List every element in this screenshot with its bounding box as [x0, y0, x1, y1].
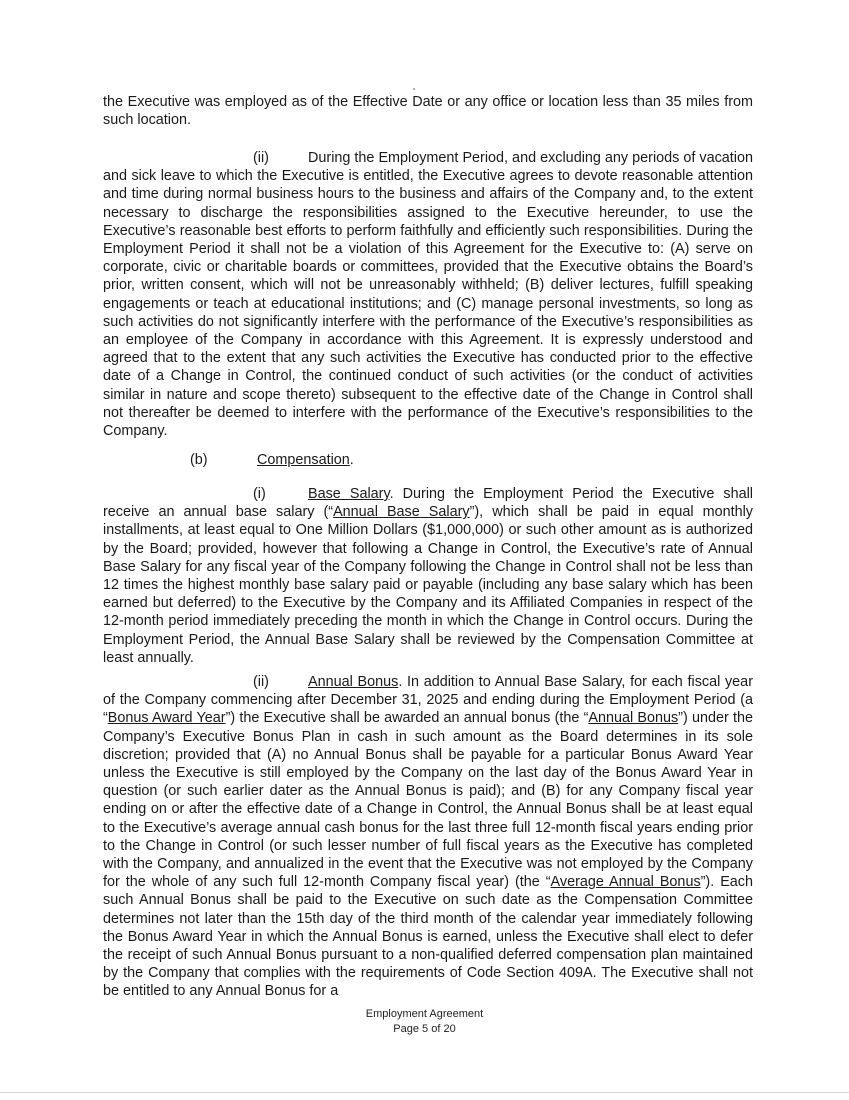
section-number: (b) [190, 452, 208, 468]
section-title-period: . [349, 452, 354, 468]
paragraph-text: . During the Employment Period the Executive shall receive an annual base salary (“ [103, 486, 753, 521]
scan-speck [413, 88, 415, 90]
paragraph-base-salary [103, 485, 753, 667]
paragraph-text: ”) under the Company’s Executive Bonus Plan in cash in such amount as the Board determines in its sole discretion; provided that (A) no Annual Bonus shall be payable for a particular Bonus Award Year unless the Executive is still employed by the Company on the last day of the Bonus Award Year in question (or such earlier dater as the Annual Bonus is paid); and (B) for any Company fiscal year ending on or after the effective date of a Change in Control, the Annual Bonus shall be at least equal to the Executive’s average annual cash bonus for the last three full 12-month fiscal years ending prior to the Change in Control (or such lesser number of full fiscal years as the Executive has completed with the Company, and annualized in the event that the Executive was not employed by the Company for the whole of any such full 12-month Company fiscal year) (the “ [103, 710, 753, 891]
paragraph-number: (ii) [253, 150, 269, 166]
paragraph-text: ”). Each such Annual Bonus shall be paid to the Executive on such date as the Compensation Committee determines not later than the 15th day of the third month of the calendar year immediately following the Bonus Award Year in which the Annual Bonus is earned, unless the Executive shall elect to defer the receipt of such Annual Bonus pursuant to a non-qualified deferred compensation plan maintained by the Company that complies with the requirements of Code Section 409A. The Executive shall not be entitled to any Annual Bonus for a [103, 874, 753, 1000]
scan-edge-line [0, 1092, 849, 1093]
section-title: Compensation [257, 452, 350, 468]
paragraph-number: (ii) [253, 674, 269, 690]
defined-term: Annual Base Salary [333, 504, 470, 521]
paragraph-continuation [103, 93, 753, 129]
footer-page-number: Page 5 of 20 [393, 1023, 456, 1035]
paragraph-text: ”) the Executive shall be awarded an annual bonus (the “ [225, 710, 589, 727]
paragraph-annual-bonus [103, 673, 753, 1001]
paragraph-text: . In addition to Annual Base Salary, for each fiscal year of the Company commencing after December 31, 2025 and ending during the Employment Period (a “ [103, 674, 753, 727]
defined-term: Annual Bonus [588, 710, 679, 727]
paragraph-duties-text: During the Employment Period, and excluding any periods of vacation and sick leave to which the Executive is entitled, the Executive agrees to devote reasonable attention and time during normal business hours to the business and affairs of the Company and, to the extent necessary to discharge the responsibilities assigned to the Executive hereunder, to use the Executive’s reasonable best efforts to perform faithfully and efficiently such responsibilities. During the Employment Period it shall not be a violation of this Agreement for the Executive to: (A) serve on corporate, civic or charitable boards or committees, provided that the Executive obtains the Board’s prior, written consent, which will not be unreasonably withheld; (B) deliver lectures, fulfill speaking engagements or teach at educational institutions; and (C) manage personal investments, so long as such activities do not significantly interfere with the performance of the Executive’s responsibilities as an employee of the Company in accordance with this Agreement. It is expressly understood and agreed that to the extent that any such activities the Executive has conducted prior to the effective date of a Change in Control, the continued conduct of such activities (or the conduct of activities similar in nature and scope thereto) subsequent to the effective date of the Change in Control shall not thereafter be deemed to interfere with the performance of the Executive’s responsibilities to the Company. [103, 150, 753, 440]
paragraph-heading: Annual Bonus [308, 674, 399, 690]
paragraph-heading: Base Salary [308, 486, 390, 502]
paragraph-continuation-text: the Executive was employed as of the Effective Date or any office or location less than 35 miles from such location. [103, 94, 753, 129]
paragraph-number: (i) [253, 486, 266, 502]
paragraph-text: ”), which shall be paid in equal monthly installments, at least equal to One Million Dollars ($1,000,000) or such other amount as is authorized by the Board; provided, however that following a Change in Control, the Executive’s rate of Annual Base Salary for any fiscal year of the Company following the Change in Control shall not be less than 12 times the highest monthly base salary paid or payable (including any base salary which has been earned but deferred) to the Executive by the Company and its Affiliated Companies in respect of the 12-month period immediately preceding the month in which the Change in Control occurs. During the Employment Period, the Annual Base Salary shall be reviewed by the Compensation Committee at least annually. [103, 504, 753, 666]
defined-term: Average Annual Bonus [550, 874, 701, 891]
section-heading-compensation [190, 451, 354, 469]
defined-term: Bonus Award Year [107, 710, 226, 727]
footer-title: Employment Agreement [365, 1008, 484, 1020]
paragraph-duties-ii [103, 149, 753, 440]
